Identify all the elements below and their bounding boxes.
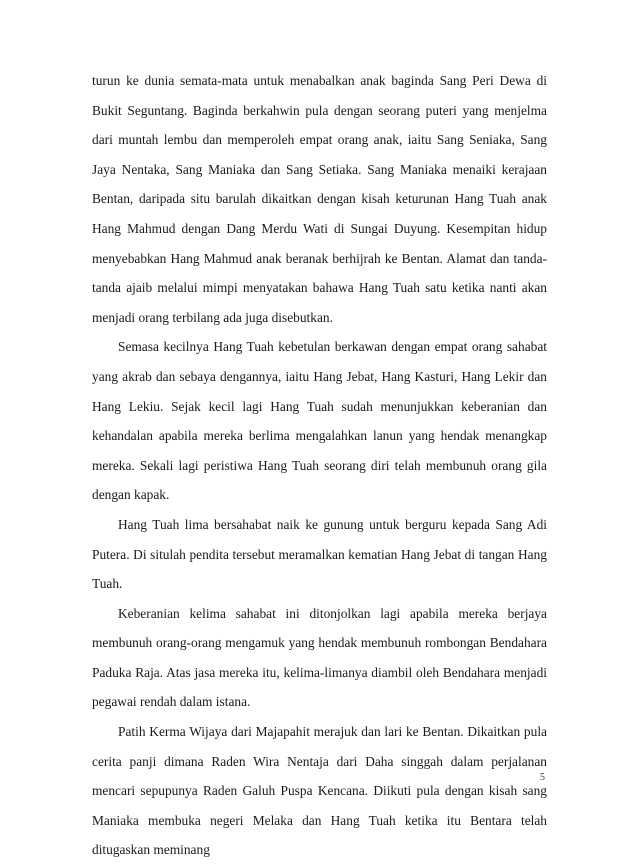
paragraph-4: Keberanian kelima sahabat ini ditonjolkan lagi apabila mereka berjaya membunuh orang-orang mengamuk yang hendak membunuh rombongan Bendahara Paduka Raja. Atas jasa mereka itu, kelima-limanya diambil oleh Bendahara menjadi pegawai rendah dalam istana.: [92, 605, 547, 710]
paragraph-2: Semasa kecilnya Hang Tuah kebetulan berkawan dengan empat orang sahabat yang akrab dan sebaya dengannya, iaitu Hang Jebat, Hang Kasturi, Hang Lekir dan Hang Lekiu. Sejak kecil lagi Hang Tuah sudah menunjukkan keberanian dan kehandalan apabila mereka berlima mengalahkan lanun yang hendak menangkap mereka. Sekali lagi peristiwa Hang Tuah seorang diri telah membunuh orang gila dengan kapak.: [92, 339, 547, 503]
paragraph-3: Hang Tuah lima bersahabat naik ke gunung untuk berguru kepada Sang Adi Putera. Di situlah pendita tersebut meramalkan kematian Hang Jebat di tangan Hang Tuah.: [92, 516, 547, 592]
paragraph-5: Patih Kerma Wijaya dari Majapahit merajuk dan lari ke Bentan. Dikaitkan pula cerita panji dimana Raden Wira Nentaja dari Daha singgah dalam perjalanan mencari sepupunya Raden Galuh Puspa Kencana. Diikuti pula dengan kisah sang Maniaka membuka negeri Melaka dan Hang Tuah ketika itu Bentara telah ditugaskan meminang: [92, 724, 547, 858]
page-number: 5: [540, 772, 545, 783]
paragraph-1: turun ke dunia semata-mata untuk menabalkan anak baginda Sang Peri Dewa di Bukit Seguntang. Baginda berkahwin pula dengan seorang puteri yang menjelma dari muntah lembu dan memperoleh empat orang anak, iaitu Sang Seniaka, Sang Jaya Nentaka, Sang Maniaka dan Sang Setiaka. Sang Maniaka menaiki kerajaan Bentan, daripada situ barulah dikaitkan dengan kisah keturunan Hang Tuah anak Hang Mahmud dengan Dang Merdu Wati di Sungai Duyung. Kesempitan hidup menyebabkan Hang Mahmud anak beranak berhijrah ke Bentan. Alamat dan tanda-tanda ajaib melalui mimpi menyatakan bahawa Hang Tuah satu ketika nanti akan menjadi orang terbilang ada juga disebutkan.: [92, 73, 547, 325]
body-text: [92, 66, 547, 865]
